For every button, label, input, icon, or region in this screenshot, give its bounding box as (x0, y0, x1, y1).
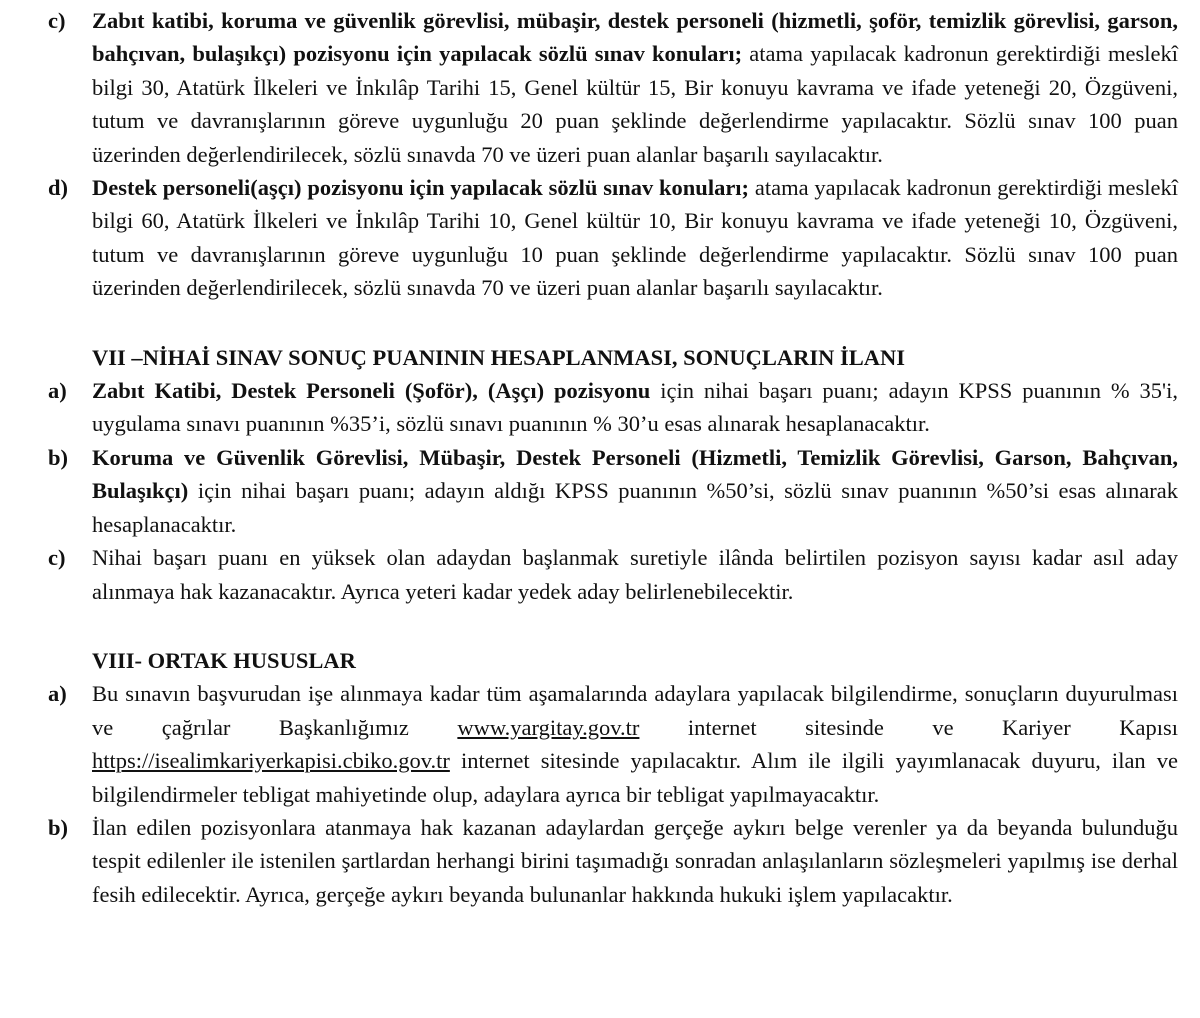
list-item-vii-b (48, 441, 1178, 541)
list-item-viii-a (48, 677, 1178, 811)
item-body-text: için nihai başarı puanı; adayın KPSS puanının % 35'i, uygulama sınavı puanının %35’i, sözlü sınavı puanının % 30’u esas alınarak hesaplanacaktır. (92, 378, 1178, 437)
item-body-text: Bu sınavın başvurudan işe alınmaya kadar tüm aşamalarında adaylara yapılacak bilgilendirme, sonuçların duyurulması ve çağrılar Başkanlığımız (92, 681, 1178, 740)
list-item-vii-c (48, 541, 1178, 608)
section-viii-heading: VIII- ORTAK HUSUSLAR (92, 647, 356, 673)
list-item-vii-a (48, 374, 1178, 441)
list-marker: b) (48, 444, 69, 470)
kariyer-kapisi-link[interactable]: https://isealimkariyerkapisi.cbiko.gov.tr (92, 748, 450, 774)
item-body-text: İlan edilen pozisyonlara atanmaya hak kazanan adaylardan gerçeğe aykırı belge verenler ya da beyanda bulunduğu tespit edilenler ile istenilen şartlardan herhangi birini taşımadığı sonradan anlaşılanların sözleşmeleri yapılmış ise derhal fesih edilecektir. Ayrıca, gerçeğe aykırı beyanda bulunanlar hakkında hukuki işlem yapılacaktır. (92, 814, 1178, 907)
list-marker: c) (48, 8, 66, 33)
item-bold-heading: Destek personeli(aşçı) pozisyonu için yapılacak sözlü sınav konuları; (92, 175, 750, 201)
item-body-text: atama yapılacak kadronun gerektirdiği meslekî bilgi 60, Atatürk İlkeleri ve İnkılâp Tarihi 10, Genel kültür 10, Bir konuyu kavrama ve ifade yeteneği 10, Özgüveni, tutum ve davranışlarının göreve uygunluğu 10 puan şeklinde değerlendirme yapılacaktır. Sözlü sınav 100 puan üzerinden değerlendirilecek, sözlü sınavda 70 ve üzeri puan alanlar başarılı sayılacaktır. (92, 175, 1179, 301)
item-bold-heading: Koruma ve Güvenlik Görevlisi, Mübaşir, Destek Personeli (Hizmetli, Temizlik Görevlisi, Garson, Bahçıvan, Bulaşıkçı) (92, 444, 1178, 504)
list-marker: b) (48, 814, 69, 840)
item-body-text: internet sitesinde yapılacaktır. Alım ile ilgili yayımlanacak duyuru, ilan ve bilgilendirmeler tebligat mahiyetinde olup, adaylara ayrıca bir tebligat yapılmayacaktır. (92, 748, 1178, 807)
item-bold-heading: Zabıt Katibi, Destek Personeli (Şoför), (Aşçı) pozisyonu (92, 378, 651, 404)
list-marker: a) (48, 681, 67, 707)
spacer (48, 608, 1178, 644)
section-vii-heading: VII –NİHAİ SINAV SONUÇ PUANININ HESAPLANMASI, SONUÇLARIN İLANI (92, 344, 906, 370)
list-marker: a) (48, 378, 67, 404)
item-body-text: için nihai başarı puanı; adayın aldığı KPSS puanının %50’si, sözlü sınav puanının %50’si esas alınarak hesaplanacaktır. (92, 478, 1178, 537)
item-bold-heading: Zabıt katibi, koruma ve güvenlik görevlisi, mübaşir, destek personeli (hizmetli, şoför, temizlik görevlisi, garson, bahçıvan, bulaşıkçı) pozisyonu için yapılacak sözlü sınav konuları; (92, 8, 1178, 67)
list-item-d-cook-oral-exam-topics (48, 171, 1178, 305)
list-item-viii-b (48, 811, 1178, 911)
list-marker: d) (48, 175, 69, 201)
item-body-text: Nihai başarı puanı en yüksek olan adaydan başlanmak suretiyle ilânda belirtilen pozisyon sayısı kadar asıl aday alınmaya hak kazanacaktır. Ayrıca yeteri kadar yedek aday belirlenebilecektir. (92, 545, 1178, 604)
item-body-text: atama yapılacak kadronun gerektirdiği meslekî bilgi 30, Atatürk İlkeleri ve İnkılâp Tarihi 15, Genel kültür 15, Bir konuyu kavrama ve ifade yeteneği 20, Özgüveni, tutum ve davranışlarının göreve uygunluğu 20 puan şeklinde değerlendirme yapılacaktır. Sözlü sınav 100 puan üzerinden değerlendirilecek, sözlü sınavda 70 ve üzeri puan alanlar başarılı sayılacaktır. (92, 41, 1178, 167)
item-body-text: internet sitesinde ve Kariyer Kapısı (639, 714, 1178, 740)
spacer (48, 305, 1178, 341)
list-item-c-oral-exam-topics (48, 4, 1178, 171)
list-marker: c) (48, 545, 66, 571)
yargitay-website-link[interactable]: www.yargitay.gov.tr (457, 714, 640, 740)
